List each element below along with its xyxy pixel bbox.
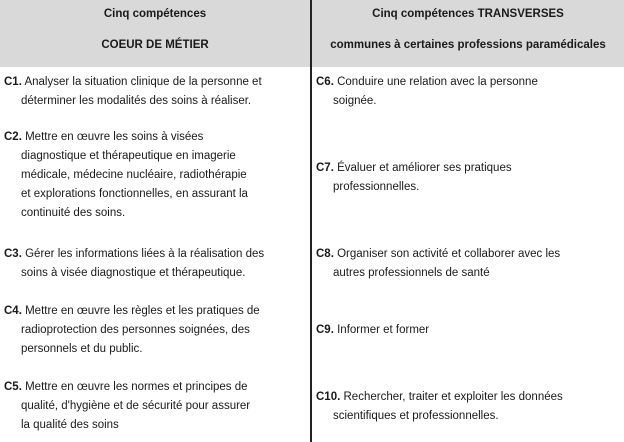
competence-text: soins à visée diagnostique et thérapeutique.: [21, 267, 246, 279]
competence-c1: [4, 73, 306, 111]
competence-text: diagnostique et thérapeutique en imagerie: [21, 150, 236, 162]
competence-c3: [4, 245, 306, 283]
competence-text: et explorations fonctionnelles, en assurant la: [21, 188, 248, 200]
competence-text: radioprotection des personnes soignées, des: [21, 324, 250, 336]
competence-number: C2.: [4, 131, 22, 143]
competence-number: C7.: [316, 162, 334, 174]
competence-c9: [316, 321, 616, 340]
header-right-subtitle: communes à certaines professions paramédicales: [330, 39, 606, 51]
competence-text: continuité des soins.: [21, 207, 126, 219]
competence-text: médicale, médecine nucléaire, radiothérapie: [21, 169, 247, 181]
competence-number: C3.: [4, 248, 22, 260]
competence-number: C4.: [4, 305, 22, 317]
competence-text: scientifiques et professionnelles.: [333, 410, 499, 422]
competence-number: C10.: [316, 391, 341, 403]
competence-text: déterminer les modalités des soins à réaliser.: [21, 95, 252, 107]
competence-number: C6.: [316, 76, 334, 88]
competence-text: la qualité des soins: [21, 419, 119, 431]
competence-number: C8.: [316, 248, 334, 260]
competence-number: C1.: [4, 76, 22, 88]
column-divider: [310, 0, 312, 442]
header-left: [0, 0, 310, 67]
competence-text: personnels et du public.: [21, 343, 143, 355]
competence-text: Conduire une relation avec la personne: [333, 76, 538, 88]
competence-text: autres professionnels de santé: [333, 267, 490, 279]
competence-text: Gérer les informations liées à la réalisation des: [21, 248, 265, 260]
competence-text: Mettre en œuvre les normes et principes de: [21, 381, 248, 393]
header-right-title: Cinq compétences TRANSVERSES: [372, 8, 564, 20]
competence-c4: [4, 302, 306, 359]
header-left-title: Cinq compétences: [103, 8, 207, 20]
competence-text: Évaluer et améliorer ses pratiques: [333, 162, 512, 174]
competence-c5: [4, 378, 306, 435]
competence-text: Mettre en œuvre les règles et les pratiques de: [21, 305, 260, 317]
competence-text: Mettre en œuvre les soins à visées: [21, 131, 204, 143]
competence-c8: [316, 245, 616, 283]
competence-text: soignée.: [333, 95, 377, 107]
competence-c10: [316, 388, 616, 426]
competence-text: Organiser son activité et collaborer avec les: [333, 248, 561, 260]
header-left-subtitle: COEUR DE MÉTIER: [101, 39, 209, 51]
header-right: [312, 0, 624, 67]
competence-c6: [316, 73, 616, 111]
competence-number: C5.: [4, 381, 22, 393]
competence-c2: [4, 128, 306, 223]
competence-text: qualité, d'hygiène et de sécurité pour assurer: [21, 400, 251, 412]
competence-c7: [316, 159, 616, 197]
competence-text: Analyser la situation clinique de la personne et: [21, 76, 262, 88]
competence-text: Informer et former: [333, 324, 430, 336]
competence-text: professionnelles.: [333, 181, 420, 193]
competence-text: Rechercher, traiter et exploiter les données: [340, 391, 563, 403]
competence-number: C9.: [316, 324, 334, 336]
